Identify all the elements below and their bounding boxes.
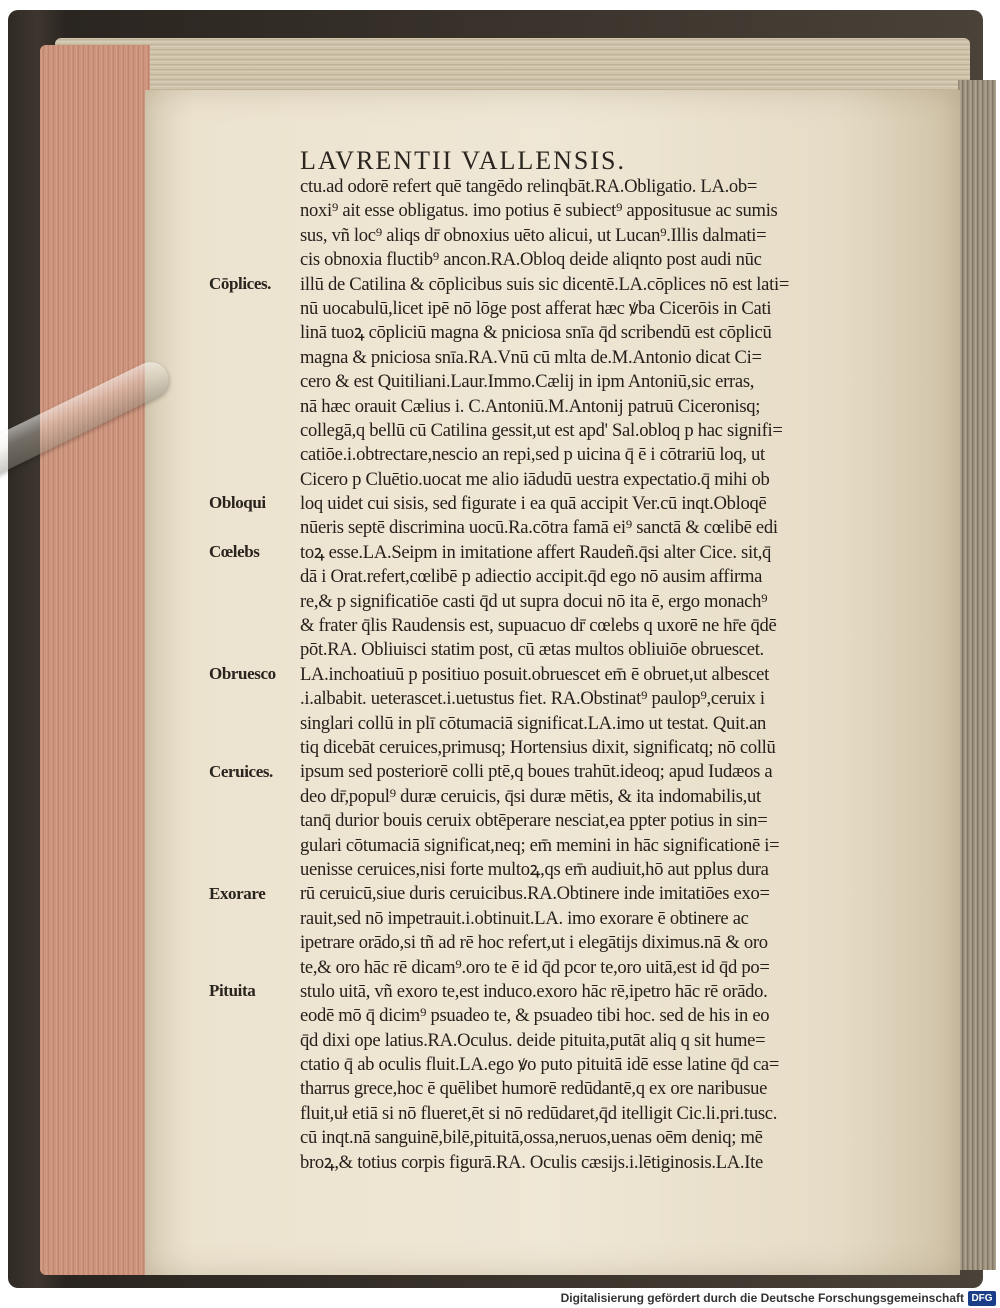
text-line: stulo uitā, vñ exoro te,est induco.exoro hāc rē,ipetro hāc rē orādo. — [300, 980, 768, 1002]
main-text-block — [300, 175, 905, 1175]
text-line: cero & est Quitiliani.Laur.Immo.Cælij in ipm Antoniū,sic erras, — [300, 371, 755, 393]
text-line: singlari collū in plī cōtumaciā significat.LA.imo ut testat. Quit.an — [300, 712, 767, 734]
text-line: cū inqt.nā sanguinē,bilē,pituitā,ossa,neruos,uenas oēm deniq; mē — [300, 1127, 763, 1149]
text-line: te,& oro hāc rē dicam⁹.oro te ē id q̄d pcor te,oro uitā,est id q̄d po= — [300, 956, 770, 978]
text-line: q̄d dixi ope latius.RA.Oculus. deide pituita,putāt aliq q sit hume= — [300, 1029, 766, 1051]
marginal-note: Exorare — [209, 883, 266, 903]
marginal-note: Obruesco — [209, 664, 276, 683]
text-line: nū uocabulū,licet ipē nō lōge post afferat hæc ꝟba Cicerōis in Cati — [300, 297, 772, 319]
text-line: eodē mō q̄ dicim⁹ psuadeo te, & psuadeo tibi hoc. sed de his in eo — [300, 1005, 770, 1027]
text-line: dā i Orat.refert,cœlibē p adiectio accipit.q̄d ego nō ausim affirma — [300, 566, 763, 588]
marginal-note: Cōplices. — [209, 273, 272, 293]
text-line: & frater q̄lis Raudensis est, supuacuo dr̄ cœlebs q uxorē ne hr̄e q̄dē — [300, 615, 777, 637]
text-line: uenisse ceruices,nisi forte multoꝝ,qs em̄ audiuit,hō aut pplus dura — [300, 858, 769, 880]
text-line: rauit,sed nō impetrauit.i.obtinuit.LA. imo exorare ē obtinere ac — [300, 907, 749, 929]
text-line: toꝝ esse.LA.Seipm in imitatione affert Raudeñ.q̄si alter Cice. sit,q̄ — [300, 541, 772, 563]
text-line: noxi⁹ ait esse obligatus. imo potius ē subiect⁹ appositusue ac sumis — [300, 200, 778, 222]
text-line: loq uidet cui sisis, sed figurate i ea quā accipit Ver.cū inqt.Obloqē — [300, 493, 767, 515]
marginal-note: Cœlebs — [209, 542, 260, 561]
page-edges-right — [958, 80, 996, 1270]
text-line: catiōe.i.obtrectare,nescio an repi,sed p uicina q̄ ē i cōtrariū loq, ut — [300, 444, 765, 466]
marginal-note: Pituita — [209, 981, 256, 1001]
text-line: gulari cōtumaciā significat,neq; em̄ memini in hāc significationē i= — [300, 834, 780, 856]
text-line: magna & pniciosa snīa.RA.Vnū cū mlta de.M.Antonio dicat Ci= — [300, 346, 762, 368]
text-line: ctu.ad odorē refert quē tangēdo relinqbāt.RA.Obligatio. LA.ob= — [300, 176, 758, 197]
text-line: deo dr̄,popul⁹ duræ ceruicis, q̄si duræ mētis, & ita indomabilis,ut — [300, 785, 761, 807]
text-line: ipsum sed posteriorē colli ptē,q boues trahūt.ideoq; apud Iudæos a — [300, 761, 773, 783]
text-line: rū ceruicū,siue duris ceruicibus.RA.Obtinere inde imitatiōes exo= — [300, 883, 770, 905]
text-line: tanq̄ durior bouis ceruix obtēperare nesciat,ea ppter potius in sin= — [300, 810, 768, 832]
marginal-note: Ceruices. — [209, 761, 273, 781]
text-line: ipetrare orādo,si tñ ad rē hoc refert,ut i elegātijs diximus.nā & oro — [300, 932, 768, 954]
text-line: linā tuoꝝ cōpliciū magna & pniciosa snīa q̄d scribendū est cōplicū — [300, 322, 772, 344]
dfg-logo: DFG — [968, 1291, 996, 1306]
text-line: pōt.RA. Obliuisci statim post, cū ætas multos obliuiōe obruescet. — [300, 639, 764, 661]
text-line: sus, vñ loc⁹ aliqs dr̄ obnoxius uēto alicui, ut Lucan⁹.Illis dalmati= — [300, 224, 767, 246]
digitization-credit: Digitalisierung gefördert durch die Deutsche Forschungsgemeinschaft — [560, 1291, 964, 1305]
text-line: tiq dicebāt ceruices,primusq; Hortensius dixit, significatq; nō collū — [300, 736, 776, 758]
text-line: ctatio q̄ ab oculis fluit.LA.ego ꝟo puto pituitā idē esse latine q̄d ca= — [300, 1054, 780, 1076]
text-line: tharrus grece,hoc ē quēlibet humorē redūdantē,q ex ore naribusue — [300, 1078, 768, 1100]
text-line: .i.albabit. ueterascet.i.uetustus fiet. RA.Obstinat⁹ paulop⁹,ceruix i — [300, 688, 765, 710]
text-line: LA.inchoatiuū p positiuo posuit.obruescet em̄ ē obruet,ut albescet — [300, 663, 769, 685]
text-line: fluit,uł etiā si nō flueret,ēt si nō redūdaret,q̄d itelligit Cic.li.pri.tusc. — [300, 1102, 778, 1124]
text-line: illū de Catilina & cōplicibus suis sic dicentē.LA.cōplices nō est lati= — [300, 273, 790, 295]
page-edges-left — [40, 45, 150, 1275]
text-line: broꝝ,& totius corpis figurā.RA. Oculis cæsijs.i.lētiginosis.LA.Ite — [300, 1151, 763, 1173]
text-line: collegā,q bellū cū Catilina gessit,ut est apd' Sal.obloq p hac signifi= — [300, 419, 783, 441]
marginal-note: Obloqui — [209, 493, 266, 513]
text-line: cis obnoxia fluctib⁹ ancon.RA.Obloq deide aliqnto post audi nūc — [300, 249, 762, 271]
text-line: re,& p significatiōe casti q̄d ut supra docui nō ita ē, ergo monach⁹ — [300, 590, 768, 612]
text-line: Cicero p Cluētio.uocat me alio iādudū uestra expectatio.q̄ mihi ob — [300, 468, 770, 490]
text-line: nā hæc orauit Cælius i. C.Antoniū.M.Antonij patruū Ciceronisq; — [300, 395, 761, 417]
text-line: nūeris septē discrimina uocū.Ra.cōtra famā ei⁹ sanctā & cœlibē edi — [300, 517, 778, 539]
running-head: LAVRENTII VALLENSIS. — [300, 146, 627, 175]
